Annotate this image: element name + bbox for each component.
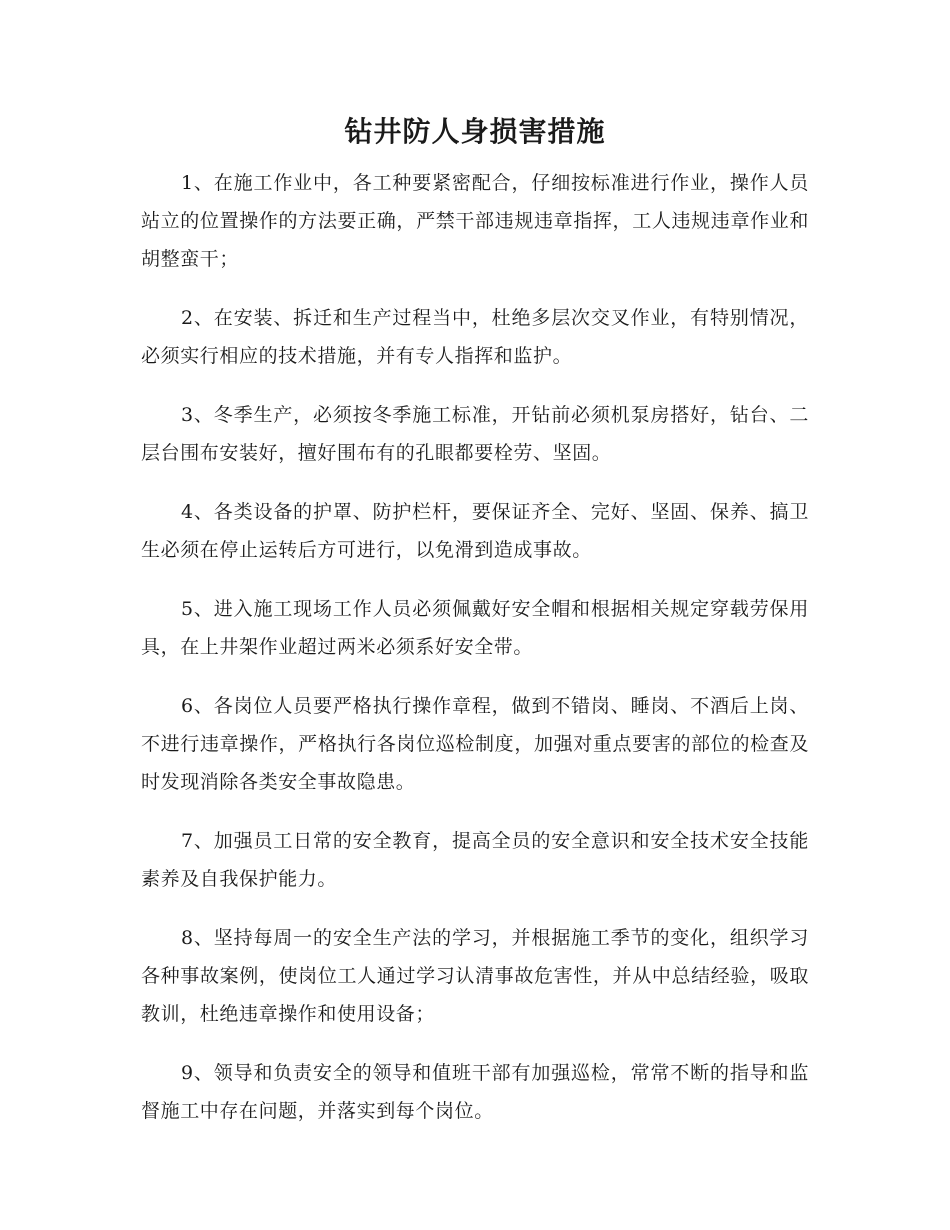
paragraph-9: 9、领导和负责安全的领导和值班干部有加强巡检，常常不断的指导和监督施工中存在问题，并落实到每个岗位。 — [141, 1062, 809, 1122]
paragraph-4: 4、各类设备的护罩、防护栏杆，要保证齐全、完好、坚固、保养、搞卫生必须在停止运转后方可进行，以免滑到造成事故。 — [141, 501, 809, 561]
paragraph-2: 2、在安装、拆迁和生产过程当中，杜绝多层次交叉作业，有特别情况，必须实行相应的技术措施，并有专人指挥和监护。 — [141, 307, 809, 367]
paragraph-5: 5、进入施工现场工作人员必须佩戴好安全帽和根据相关规定穿载劳保用具，在上井架作业超过两米必须系好安全带。 — [141, 598, 809, 658]
paragraph-7: 7、加强员工日常的安全教育，提高全员的安全意识和安全技术安全技能素养及自我保护能力。 — [141, 830, 809, 890]
document-body — [141, 164, 809, 1151]
paragraph-6: 6、各岗位人员要严格执行操作章程，做到不错岗、睡岗、不酒后上岗、不进行违章操作，严格执行各岗位巡检制度，加强对重点要害的部位的检查及时发现消除各类安全事故隐患。 — [141, 695, 809, 793]
paragraph-1: 1、在施工作业中，各工种要紧密配合，仔细按标准进行作业，操作人员站立的位置操作的方法要正确，严禁干部违规违章指挥，工人违规违章作业和胡整蛮干； — [141, 172, 809, 270]
paragraph-8: 8、坚持每周一的安全生产法的学习，并根据施工季节的变化，组织学习各种事故案例，使岗位工人通过学习认清事故危害性，并从中总结经验，吸取教训，杜绝违章操作和使用设备； — [141, 927, 809, 1025]
paragraph-3: 3、冬季生产，必须按冬季施工标准，开钻前必须机泵房搭好，钻台、二层台围布安装好，擅好围布有的孔眼都要栓劳、坚固。 — [141, 404, 809, 464]
document-title: 钻井防人身损害措施 — [344, 115, 606, 148]
